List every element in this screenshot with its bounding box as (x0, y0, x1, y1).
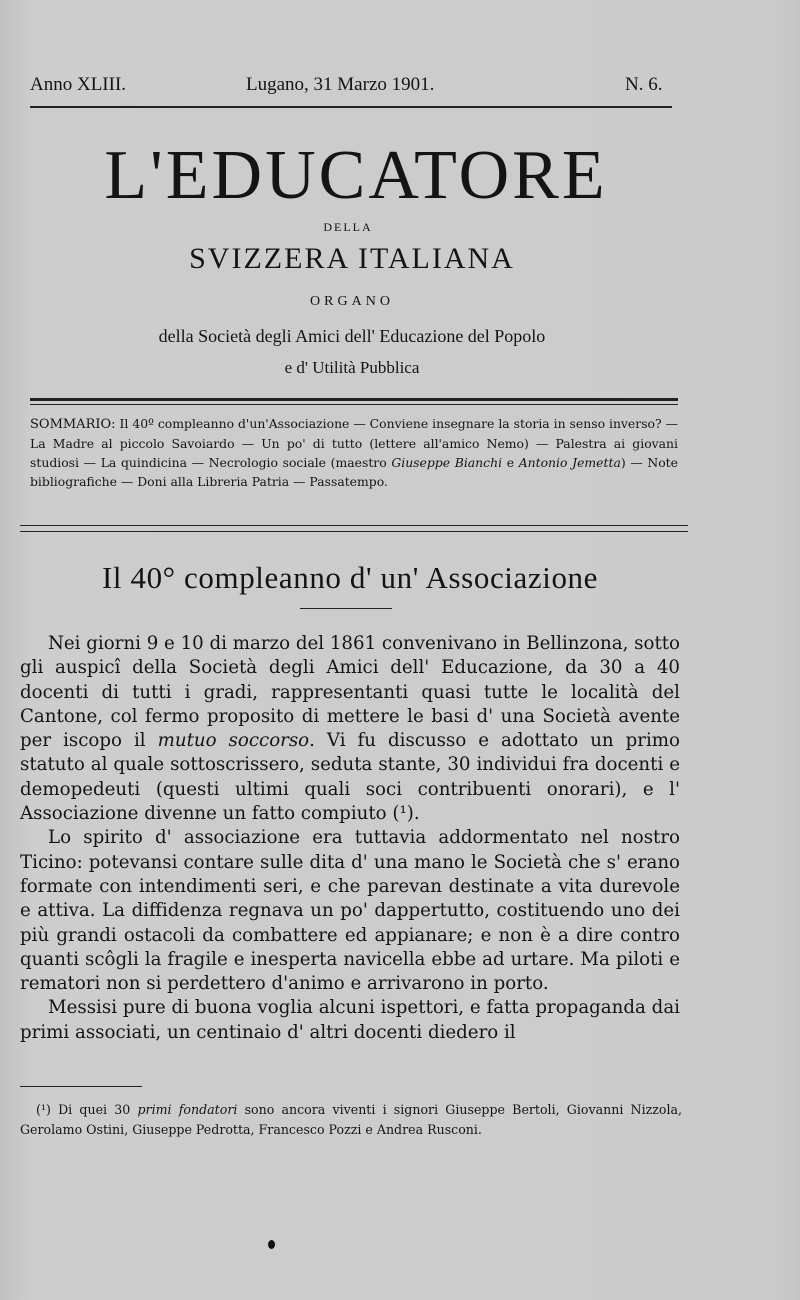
volume-label: Anno XLIII. (30, 74, 127, 95)
paragraph-2: Lo spirito d' associazione era tuttavia addormentato nel nostro Ticino: potevansi contare sulle dita d' una mano le Società che s' erano formate con intendimenti seri, e che parevan destinate a vita durevole e attiva. La diffidenza regnava un po' dappertutto, costituendo uno dei più grandi ostacoli da combattere ed appianare; e non è a dire contro quanti scôgli la fragile e inesperta navicella ebbe ad urtare. Ma piloti e rematori non si perdettero d'animo e arrivarono in porto. (20, 827, 680, 995)
p1-text-a: Nei giorni 9 e 10 di marzo del 1861 convenivano in Bellinzona, sotto gli auspicî della Società degli Amici dell' Educazione, da 30 a 40 docenti di tutti i gradi, rappresentanti quasi tutte le località del Cantone, col fermo proposito di mettere le basi d' una Società avente per iscopo il (20, 633, 681, 752)
summary-rule-1 (20, 525, 688, 526)
p1-text-b: . Vi fu discusso e adottato un primo statuto al quale sottoscrissero, seduta stante, 30 individui fra docenti e demopedeuti (questi ultimi quali soci contribuenti onorari), e l' Associazione divenne un fatto compiuto (¹). (20, 730, 680, 825)
footnote-emphasis: primi fondatori (137, 1102, 238, 1117)
article-body (20, 632, 680, 1045)
footnote-rule (20, 1086, 142, 1087)
organo-label: ORGANO (310, 294, 394, 309)
issue-number: N. 6. (625, 74, 663, 95)
masthead-rule-thin (30, 404, 678, 405)
summary-name-1: Giuseppe Bianchi (391, 455, 503, 470)
p1-emphasis: mutuo soccorso (157, 730, 310, 752)
summary-text-1: Il 40º compleanno d'un'Associazione — Conviene insegnare la storia in senso inverso? — La Madre al piccolo Savoiardo — Un po' di tutto (lettere all'amico Nemo) — Palestra ai giovani studiosi — La quindicina — Necrologio sociale (maestro (30, 416, 678, 470)
footnote-text-b: sono ancora viventi i signori Giuseppe Bertoli, Giovanni Nizzola, Gerolamo Ostini, Giuseppe Pedrotta, Francesco Pozzi e Andrea Rusconi. (20, 1102, 682, 1137)
utilita-line: e d' Utilità Pubblica (284, 358, 420, 377)
summary-block (30, 414, 678, 491)
summary-label: SOMMARIO: (30, 417, 116, 432)
paragraph-1 (20, 632, 680, 826)
societa-line: della Società degli Amici dell' Educazione del Popolo (158, 326, 546, 346)
article-title: Il 40° compleanno d' un' Associazione (101, 560, 599, 595)
paragraph-3: Messisi pure di buona voglia alcuni ispettori, e fatta propaganda dai primi associati, un centinaio d' altri docenti diedero il (20, 997, 680, 1043)
journal-subtitle: SVIZZERA ITALIANA (189, 242, 515, 275)
masthead-rule-thick (30, 398, 678, 401)
header-rule (30, 106, 672, 108)
summary-text-2: ) — Note bibliografiche — Doni alla Libreria Patria — Passatempo. (30, 455, 678, 489)
summary-conj: e (502, 455, 519, 470)
summary-name-2: Antonio Jemetta (518, 455, 621, 470)
footnote-mark: (¹) (36, 1102, 51, 1117)
title-underline (300, 608, 392, 609)
summary-rule-2 (20, 531, 688, 532)
footnote-text-a: Di quei 30 (50, 1102, 138, 1117)
journal-della: DELLA (323, 220, 373, 234)
page-mark (268, 1240, 275, 1249)
place-date: Lugano, 31 Marzo 1901. (246, 74, 435, 95)
journal-title: L'EDUCATORE (104, 137, 608, 214)
footnote (20, 1100, 682, 1140)
